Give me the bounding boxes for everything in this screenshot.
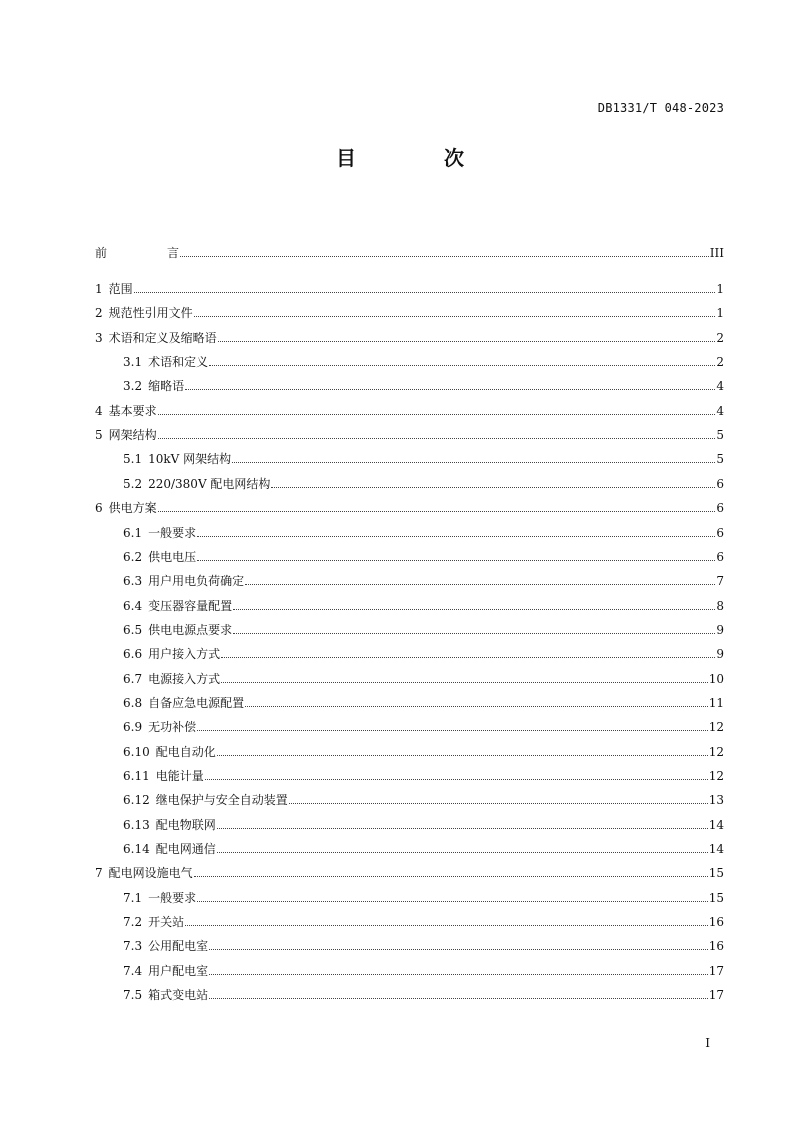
- toc-leader-dots: [245, 706, 708, 707]
- toc-leader-dots: [180, 256, 709, 257]
- toc-entry-number: 6: [95, 501, 103, 516]
- toc-entry-label: [95, 280, 133, 298]
- toc-page-number: 17: [708, 963, 724, 978]
- toc-entry-number: 5.2: [123, 476, 143, 491]
- toc-entry-text: 10kV 网架结构: [148, 452, 232, 467]
- toc-entry-text: 箱式变电站: [148, 988, 209, 1003]
- toc-entry-label: [123, 548, 196, 566]
- toc-entry[interactable]: [123, 937, 724, 955]
- toc-leader-dots: [232, 462, 715, 463]
- toc-entry-number: 4: [95, 403, 103, 418]
- toc-leader-dots: [194, 316, 716, 317]
- toc-entry-text: 缩略语: [148, 379, 185, 394]
- toc-entry-label: [123, 791, 288, 809]
- toc-entry[interactable]: [123, 524, 724, 542]
- toc-entry-label: [95, 426, 157, 444]
- toc-entry[interactable]: [95, 499, 724, 517]
- toc-leader-dots: [185, 389, 715, 390]
- toc-page-number: 5: [716, 428, 724, 443]
- toc-leader-dots: [217, 755, 708, 756]
- toc-entry[interactable]: [123, 694, 724, 712]
- toc-leader-dots: [134, 292, 716, 293]
- toc-entry-label: [123, 937, 208, 955]
- toc-leader-dots: [217, 852, 708, 853]
- toc-entry-text: 用户配电室: [148, 963, 209, 978]
- toc-entry-number: 6.7: [123, 671, 143, 686]
- toc-entry-text: 网架结构: [108, 428, 157, 443]
- toc-entry-text: 继电保护与安全自动装置: [155, 793, 288, 808]
- toc-entry-number: 7.1: [123, 890, 143, 905]
- toc-entry-text: 电能计量: [155, 769, 204, 783]
- toc-entry-label: [123, 597, 232, 615]
- toc-entry-number: 6.12: [123, 793, 150, 808]
- toc-entry-text: 供电方案: [108, 501, 157, 516]
- toc-leader-dots: [197, 560, 715, 561]
- toc-entry[interactable]: [123, 962, 724, 980]
- toc-page-number: 6: [716, 549, 724, 564]
- foreword-char-2: 言: [167, 246, 180, 260]
- toc-entry[interactable]: [123, 353, 724, 371]
- toc-leader-dots: [158, 511, 716, 512]
- toc-entry[interactable]: [123, 670, 724, 688]
- toc-entry-text: 开关站: [148, 915, 185, 930]
- toc-entry-label: [123, 353, 208, 371]
- toc-entry-text: 一般要求: [148, 890, 197, 905]
- toc-entry-number: 6.5: [123, 622, 143, 637]
- toc-entry-label: [123, 572, 244, 590]
- toc-entry-label: [123, 743, 216, 761]
- toc-page-number: III: [709, 246, 724, 260]
- toc-entry-label: [123, 767, 204, 785]
- toc-entry-number: 6.3: [123, 574, 143, 589]
- toc-page-number: 1: [716, 306, 724, 321]
- toc-page-number: 5: [716, 452, 724, 467]
- toc-entry-number: 7.2: [123, 915, 143, 930]
- toc-leader-dots: [158, 414, 716, 415]
- toc-leader-dots: [218, 341, 716, 342]
- toc-leader-dots: [209, 365, 715, 366]
- toc-entry-number: 6.6: [123, 647, 143, 662]
- toc-entry[interactable]: [123, 450, 724, 468]
- toc-entry-number: 6.9: [123, 720, 143, 735]
- toc-entry-text: 规范性引用文件: [108, 306, 193, 321]
- toc-entry-label: [95, 329, 217, 347]
- toc-entry[interactable]: [95, 426, 724, 444]
- toc-leader-dots: [185, 925, 708, 926]
- toc-leader-dots: [209, 998, 708, 999]
- toc-entry-number: 3: [95, 330, 103, 345]
- toc-entry[interactable]: [123, 743, 724, 761]
- toc-entry-label: [95, 304, 193, 322]
- toc-entry-text: 术语和定义及缩略语: [108, 330, 217, 345]
- toc-entry[interactable]: [95, 864, 724, 882]
- toc-entry[interactable]: [123, 889, 724, 907]
- toc-entry[interactable]: [123, 572, 724, 590]
- toc-leader-dots: [221, 657, 715, 658]
- toc-entry-text: 配电自动化: [155, 744, 216, 759]
- toc-entry-label: [123, 889, 196, 907]
- toc-leader-dots: [158, 438, 716, 439]
- toc-page-number: 17: [708, 988, 724, 1003]
- toc-entry[interactable]: [123, 791, 724, 809]
- toc-entry-label: [123, 816, 216, 834]
- toc-entry-number: 6.10: [123, 744, 150, 759]
- toc-leader-dots: [233, 609, 715, 610]
- toc-entry-label: [123, 621, 232, 639]
- toc-entry-number: 6.8: [123, 695, 143, 710]
- toc-entry-label: [123, 524, 196, 542]
- toc-entry-text: 自备应急电源配置: [148, 695, 245, 710]
- toc-entry-number: 7.4: [123, 963, 143, 978]
- page-title: [0, 142, 800, 171]
- toc-entry-text: 无功补偿: [148, 720, 197, 735]
- toc-page-number: 16: [708, 939, 724, 954]
- toc-entry-text: 术语和定义: [148, 355, 209, 370]
- toc-entry[interactable]: [123, 645, 724, 663]
- toc-entry-text: 用户接入方式: [148, 647, 221, 662]
- toc-page-number: 12: [708, 720, 724, 735]
- toc-entry-number: 6.13: [123, 817, 150, 832]
- toc-entry-text: 范围: [108, 282, 133, 296]
- toc-entry[interactable]: [123, 597, 724, 615]
- toc-entry-number: 7.5: [123, 988, 143, 1003]
- toc-entry-number: 6.1: [123, 525, 143, 540]
- foreword-char-1: 前: [95, 246, 108, 260]
- toc-entry[interactable]: [123, 475, 724, 493]
- toc-entry-text: 配电网设施电气: [108, 866, 193, 881]
- title-char-1: 目: [336, 146, 356, 170]
- toc-entry-text: 用户用电负荷确定: [148, 574, 245, 589]
- toc-leader-dots: [209, 974, 708, 975]
- toc-entry-number: 1: [95, 282, 103, 296]
- toc-leader-dots: [217, 828, 708, 829]
- toc-entry-label: [123, 962, 208, 980]
- toc-leader-dots: [197, 536, 715, 537]
- toc-page-number: 10: [708, 671, 724, 686]
- toc-entry-label: [123, 475, 270, 493]
- toc-entry-text: 一般要求: [148, 525, 197, 540]
- toc-entry-text: 公用配电室: [148, 939, 209, 954]
- toc-page-number: 4: [716, 403, 724, 418]
- toc-entry-number: 6.11: [123, 769, 150, 783]
- toc-entry[interactable]: [123, 548, 724, 566]
- toc-page-number: 11: [708, 695, 724, 710]
- toc-entry[interactable]: [123, 816, 724, 834]
- toc-page-number: 8: [716, 598, 724, 613]
- toc-entry[interactable]: [123, 840, 724, 858]
- toc-entry-text: 电源接入方式: [148, 671, 221, 686]
- toc-entry[interactable]: [95, 402, 724, 420]
- toc-page-number: 14: [708, 817, 724, 832]
- toc-leader-dots: [271, 487, 715, 488]
- toc-entry-text: 配电网通信: [155, 842, 216, 857]
- toc-page-number: 6: [716, 525, 724, 540]
- toc-entry-number: 7.3: [123, 939, 143, 954]
- toc-leader-dots: [209, 949, 708, 950]
- toc-entry-number: 6.4: [123, 598, 143, 613]
- toc-entry[interactable]: [95, 280, 724, 298]
- toc-entry-label: [123, 377, 184, 395]
- toc-entry[interactable]: [123, 718, 724, 736]
- toc-entry-label: [123, 450, 231, 468]
- toc-entry-number: 3.1: [123, 355, 143, 370]
- toc-page-number: 6: [716, 501, 724, 516]
- toc-entry-label: [123, 913, 184, 931]
- toc-entry-text: 供电电压: [148, 549, 197, 564]
- toc-entry-number: 6.14: [123, 842, 150, 857]
- toc-leader-dots: [194, 876, 708, 877]
- toc-leader-dots: [245, 584, 715, 585]
- toc-page-number: 12: [708, 769, 724, 783]
- toc-entry[interactable]: [123, 986, 724, 1004]
- toc-entry[interactable]: [123, 377, 724, 395]
- toc-entry-label: [123, 694, 244, 712]
- toc-page-number: 15: [708, 890, 724, 905]
- toc-entry-number: 5: [95, 428, 103, 443]
- toc-leader-dots: [197, 730, 708, 731]
- toc-leader-dots: [221, 682, 708, 683]
- toc-entry-label: [95, 499, 157, 517]
- toc-entry-text: 基本要求: [108, 403, 157, 418]
- toc-page-number: 9: [716, 647, 724, 662]
- toc-page-number: 6: [716, 476, 724, 491]
- toc-entry[interactable]: [123, 621, 724, 639]
- toc-entry-label: [95, 864, 193, 882]
- toc-leader-dots: [197, 901, 708, 902]
- toc-entry-number: 5.1: [123, 452, 143, 467]
- toc-page-number: 16: [708, 915, 724, 930]
- toc-entry-number: 7: [95, 866, 103, 881]
- toc-page-number: 2: [716, 355, 724, 370]
- title-char-2: 次: [444, 146, 464, 170]
- toc-entry[interactable]: [123, 767, 724, 785]
- toc-entry-text: 变压器容量配置: [148, 598, 233, 613]
- toc-page-number: 2: [716, 330, 724, 345]
- toc-entry-label: [123, 840, 216, 858]
- toc-entry-number: 6.2: [123, 549, 143, 564]
- toc-entry-label: [123, 670, 220, 688]
- toc-entry-label: [123, 645, 220, 663]
- toc-entry-label: [95, 402, 157, 420]
- toc-leader-dots: [205, 779, 708, 780]
- toc-page-number: 7: [716, 574, 724, 589]
- toc-entry-number: 2: [95, 306, 103, 321]
- toc-leader-dots: [289, 803, 708, 804]
- page-number: I: [705, 1036, 710, 1050]
- toc-entry-number: 3.2: [123, 379, 143, 394]
- toc-leader-dots: [233, 633, 715, 634]
- toc-entry[interactable]: [95, 329, 724, 347]
- toc-entry-label: [123, 986, 208, 1004]
- toc-page-number: 9: [716, 622, 724, 637]
- toc-entry-label: [123, 718, 196, 736]
- toc-entry-text: 供电电源点要求: [148, 622, 233, 637]
- toc-page-number: 4: [716, 379, 724, 394]
- toc-page-number: 14: [708, 842, 724, 857]
- toc-foreword-label: [95, 244, 179, 262]
- toc-page-number: 12: [708, 744, 724, 759]
- document-code: DB1331/T 048-2023: [597, 101, 724, 115]
- toc-page-number: 1: [716, 282, 724, 296]
- toc-entry-text: 220/380V 配电网结构: [148, 476, 271, 491]
- toc-entry-text: 配电物联网: [155, 817, 216, 832]
- toc-foreword-row[interactable]: [95, 244, 724, 262]
- toc-page-number: 13: [708, 793, 724, 808]
- toc-entry[interactable]: [123, 913, 724, 931]
- toc-entry[interactable]: [95, 304, 724, 322]
- toc-page-number: 15: [708, 866, 724, 881]
